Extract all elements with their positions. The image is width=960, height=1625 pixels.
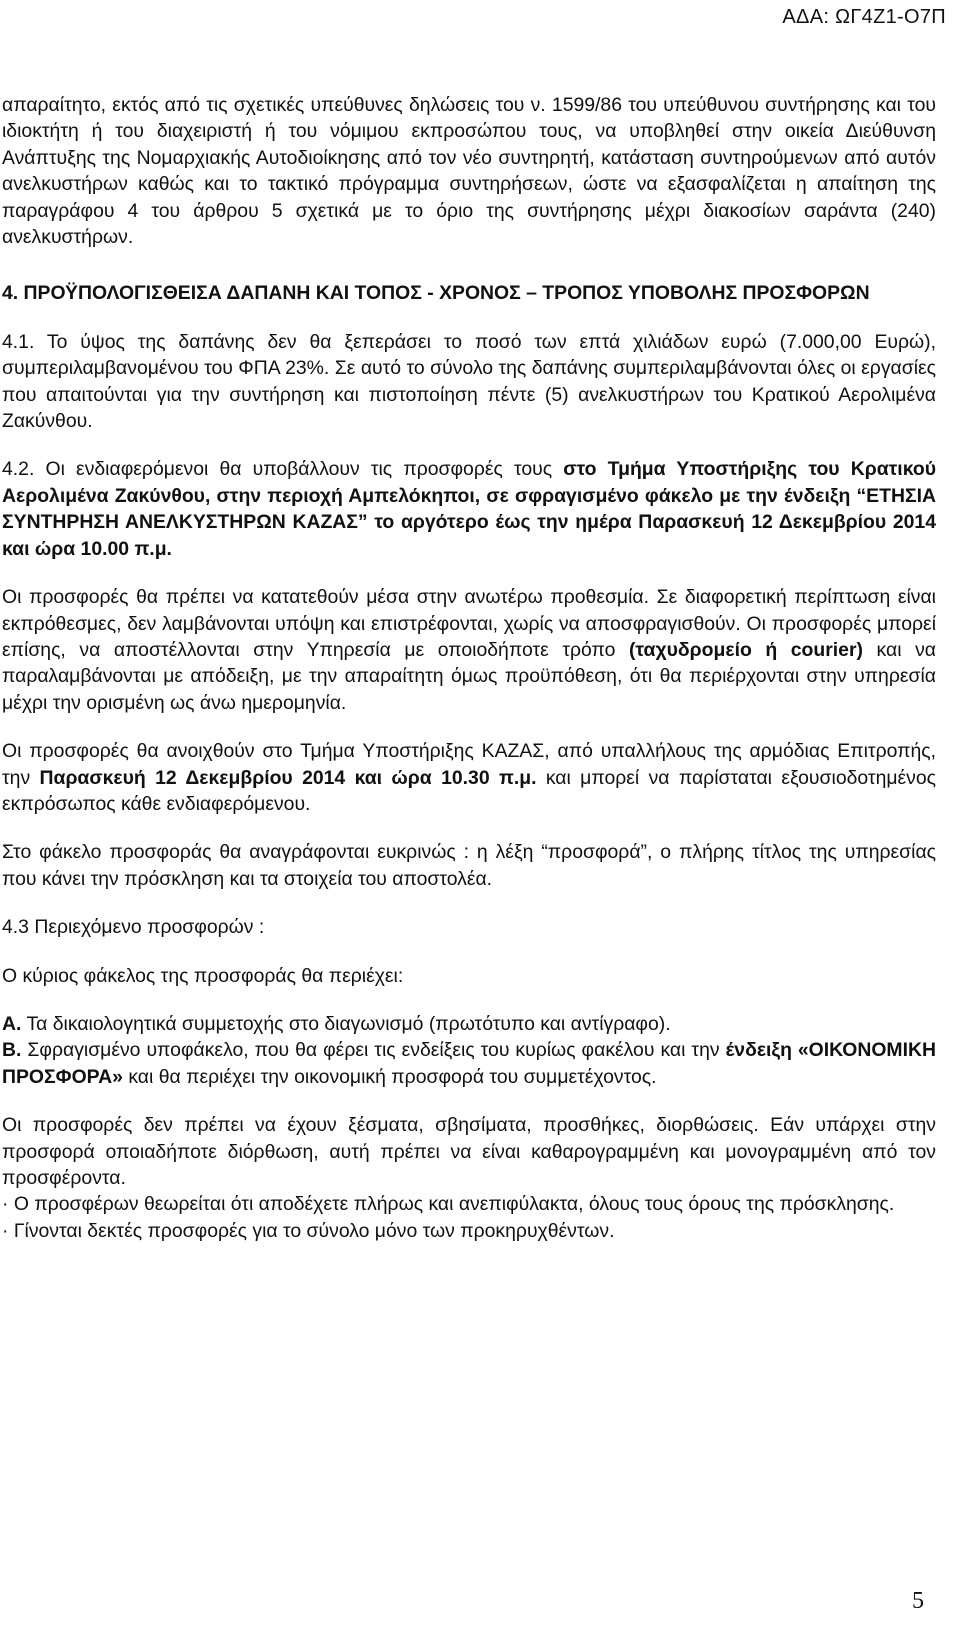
paragraph-requirements: απαραίτητο, εκτός από τις σχετικές υπεύθυνες δηλώσεις του ν. 1599/86 του υπεύθυνου συντήρησης και του ιδιοκτήτη ή του διαχειριστή ή του νόμιμου εκπροσώπου τους, να υποβληθεί στην οικεία Διεύθυνση Ανάπτυξης της Νομαρχιακής Αυτοδιοίκησης από τον νέο συντηρητή, κατάσταση συντηρούμενων από αυτόν ανελκυστήρων καθώς και το τακτικό πρόγραμμα συντηρήσεων, ώστε να εξασφαλίζεται η απαίτηση της παραγράφου 4 του άρθρου 5 σχετικά με το όριο της συντήρησης μέχρι διακοσίων σαράντα (240) ανελκυστήρων. [2,94,936,249]
item-a-label: Α. [2,1012,22,1035]
item-b-text-1: Σφραγισμένο υποφάκελο, που θα φέρει τις ενδείξεις του κυρίως φακέλου και την [21,1039,726,1062]
paragraph-deadline [2,584,936,716]
list-item-b [2,1037,936,1090]
document-body [2,92,936,1244]
list-item-a [2,1011,936,1037]
submission-details: στο Τμήμα Υποστήριξης του Κρατικού Αερολιμένα Ζακύνθου, στην περιοχή Αμπελόκηποι, σε σφραγισμένο φάκελο με την ένδειξη “ΕΤΗΣΙΑ ΣΥΝΤΗΡΗΣΗ ΑΝΕΛΚΥΣΤΗΡΩΝ ΚΑΖΑΣ” το αργότερο έως την ημέρα Παρασκευή 12 Δεκεμβρίου 2014 και ώρα 10.00 π.μ. [2,458,936,560]
item-b-label: Β. [2,1039,22,1062]
paragraph-main-envelope: Ο κύριος φάκελος της προσφοράς θα περιέχει: [2,964,404,987]
bullet-acceptance: · Ο προσφέρων θεωρείται ότι αποδέχετε πλήρως και ανεπιφύλακτα, όλους τους όρους της πρόσκλησης. [2,1193,895,1216]
paragraph-4-2-submission [2,456,936,562]
item-b-text-2: και θα περιέχει την οικονομική προσφορά του συμμετέχοντος. [122,1065,657,1088]
deadline-text-a: Οι προσφορές θα πρέπει να κατατεθούν μέσα στην ανωτέρω προθεσμία. Σε διαφορετική περίπτωση είναι εκπρόθεσμες, δεν λαμβάνονται υπόψη και επιστρέφονται, χωρίς να αποσφραγισθούν. Οι προσφορές μπορεί επίσης, να αποστέλλονται στην Υπηρεσία με οποιοδήποτε τρόπο [2,586,936,661]
paragraph-corrections: Οι προσφορές δεν πρέπει να έχουν ξέσματα, σβησίματα, προσθήκες, διορθώσεις. Εάν υπάρχει στην προσφορά οποιαδήποτε διόρθωση, αυτή πρέπει να είναι καθαρογραμμένη και μονογραμμένη από τον προσφέροντα. [2,1114,936,1189]
paragraph-opening [2,738,936,817]
page-number: 5 [912,1588,924,1614]
item-a-text: Τα δικαιολογητικά συμμετοχής στο διαγωνισμό (πρωτότυπο και αντίγραφο). [21,1012,671,1035]
opening-text-a: Οι προσφορές θα ανοιχθούν στο Τμήμα Υποστήριξης ΚΑΖΑΣ, από υπαλλήλους της αρμόδιας Επιτροπής, την [2,740,936,789]
item-b-indication: ένδειξη «ΟΙΚΟΝΟΜΙΚΗ ΠΡΟΣΦΟΡΑ» [2,1039,936,1088]
deadline-text-b: και να παραλαμβάνονται με απόδειξη, με την απαραίτητη όμως προϋπόθεση, ότι θα περιέρχονται στην υπηρεσία μέχρι την ορισμένη ως άνω ημερομηνία. [2,638,936,714]
submission-intro: 4.2. Οι ενδιαφερόμενοι θα υποβάλλουν τις προσφορές τους [2,458,564,481]
opening-date: Παρασκευή 12 Δεκεμβρίου 2014 και ώρα 10.30 π.μ. [39,766,537,789]
section-4-heading: 4. ΠΡΟΫΠΟΛΟΓΙΣΘΕΙΣΑ ΔΑΠΑΝΗ ΚΑΙ ΤΟΠΟΣ - ΧΡΟΝΟΣ – ΤΡΟΠΟΣ ΥΠΟΒΟΛΗΣ ΠΡΟΣΦΟΡΩΝ [2,282,870,305]
paragraph-4-1-budget: 4.1. Το ύψος της δαπάνης δεν θα ξεπεράσει το ποσό των επτά χιλιάδων ευρώ (7.000,00 Ευρώ), συμπεριλαμβανομένου του ΦΠΑ 23%. Σε αυτό το σύνολο της δαπάνης συμπεριλαμβάνονται όλες οι εργασίες που απαιτούνται για την συντήρηση και πιστοποίηση πέντε (5) ανελκυστήρων του Κρατικού Αερολιμένα Ζακύνθου. [2,330,936,433]
section-4-3-heading: 4.3 Περιεχόμενο προσφορών : [2,916,265,939]
paragraph-envelope: Στο φάκελο προσφοράς θα αναγράφονται ευκρινώς : η λέξη “προσφορά”, ο πλήρης τίτλος της υπηρεσίας που κάνει την πρόσκληση και τα στοιχεία του αποστολέα. [2,841,936,890]
opening-text-b: και μπορεί να παρίσταται εξουσιοδοτημένος εκπρόσωπος κάθε ενδιαφερόμενου. [2,766,936,815]
bullet-whole-offers: · Γίνονται δεκτές προσφορές για το σύνολο μόνο των προκηρυχθέντων. [2,1219,615,1242]
ada-code: ΑΔΑ: ΩΓ4Ζ1-Ο7Π [782,6,946,28]
delivery-methods: (ταχυδρομείο ή courier) [628,638,863,661]
